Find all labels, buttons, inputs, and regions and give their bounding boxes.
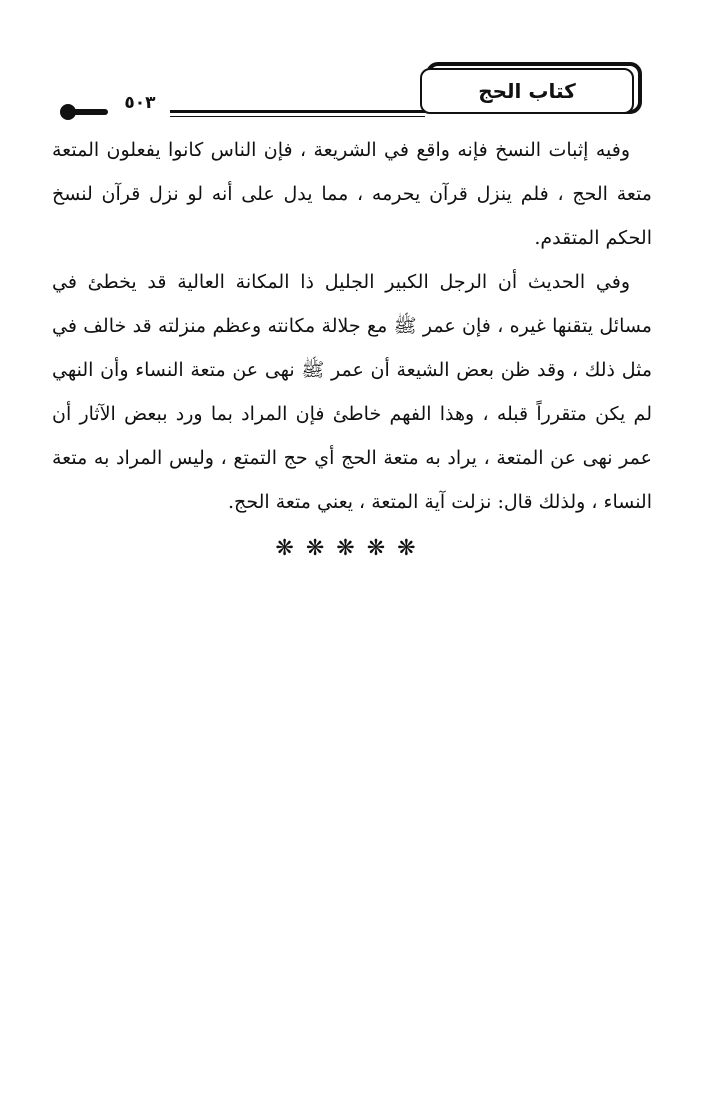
running-header <box>0 0 703 130</box>
section-separator-stars: ❋❋❋❋❋ <box>275 536 428 561</box>
ornament-dot <box>60 104 76 120</box>
paragraph-abrogation: وفيه إثبات النسخ فإنه واقع في الشريعة ، فإن الناس كانوا يفعلون المتعة متعة الحج ، فلم ينزل قرآن يحرمه ، مما يدل على أنه لو نزل قرآن لنسخ الحكم المتقدم. <box>52 139 652 249</box>
chapter-title-frame <box>420 62 642 114</box>
header-rule-thin <box>170 116 425 117</box>
body-text <box>52 128 652 524</box>
paragraph-hadith-lesson: وفي الحديث أن الرجل الكبير الجليل ذا المكانة العالية قد يخطئ في مسائل يتقنها غيره ، فإن عمر ﷺ مع جلالة مكانته وعظم منزلته قد خالف في مثل ذلك ، وقد ظن بعض الشيعة أن عمر ﷺ نهى عن متعة النساء وأن النهي لم يكن متقرراً قبله ، وهذا الفهم خاطئ فإن المراد بما ورد ببعض الآثار أن عمر نهى عن المتعة ، يراد به متعة الحج أي حج التمتع ، وليس المراد به متعة النساء ، ولذلك قال: نزلت آية المتعة ، يعني متعة الحج. <box>52 271 652 513</box>
header-rule-thick <box>170 110 425 113</box>
chapter-title: كتاب الحج <box>478 79 576 103</box>
page-number: ٥٠٣ <box>124 93 156 113</box>
title-frame <box>420 68 634 114</box>
